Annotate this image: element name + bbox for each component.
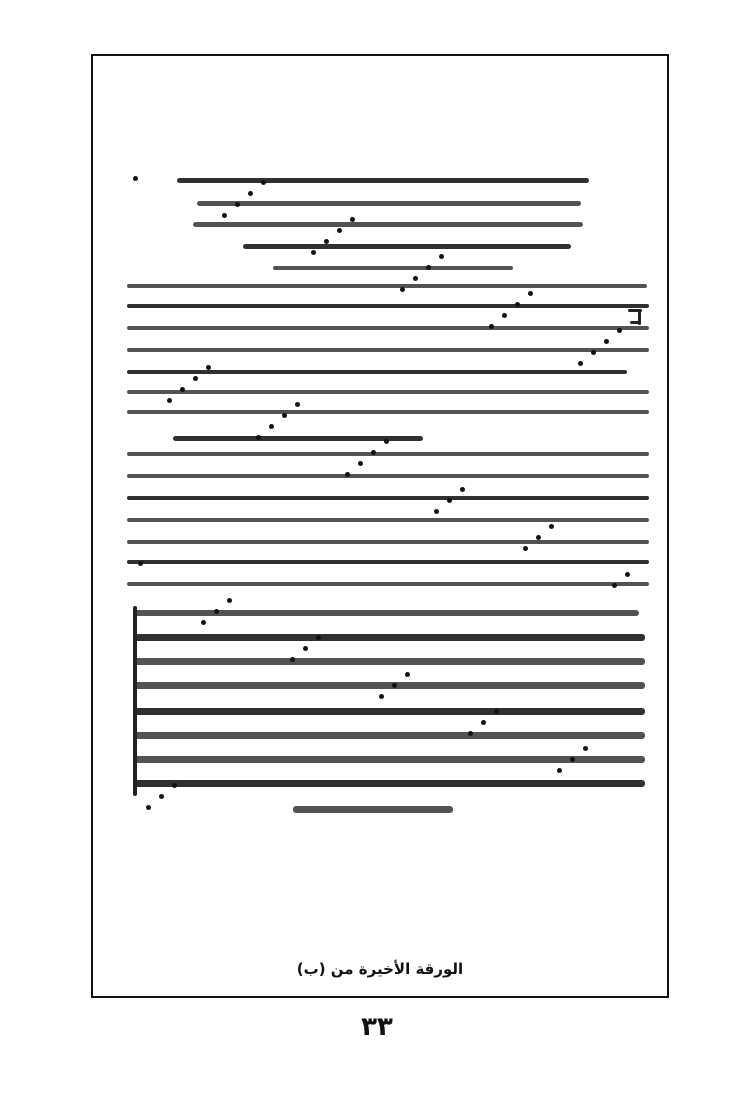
ink-dot (515, 302, 520, 307)
ink-dot (502, 313, 507, 318)
handwritten-line (133, 732, 645, 739)
ink-dot (222, 213, 227, 218)
ink-dot (358, 461, 363, 466)
handwritten-line (177, 178, 589, 183)
manuscript-frame (91, 54, 669, 998)
ink-dot (133, 176, 138, 181)
handwritten-line (127, 582, 649, 586)
ink-dot (523, 546, 528, 551)
ink-dot (201, 620, 206, 625)
ink-dot (311, 250, 316, 255)
handwritten-line (193, 222, 583, 227)
handwritten-line (133, 708, 645, 715)
ink-dot (269, 424, 274, 429)
ink-dot (345, 472, 350, 477)
ink-dot (468, 731, 473, 736)
handwritten-line (127, 540, 649, 544)
handwritten-line (133, 780, 645, 787)
ink-dot (324, 239, 329, 244)
ink-dot (439, 254, 444, 259)
ink-dot (557, 768, 562, 773)
ink-dot (413, 276, 418, 281)
ink-dot (159, 794, 164, 799)
handwritten-line (127, 326, 649, 330)
page-number: ٣٣ (361, 1012, 393, 1042)
ink-dot (591, 350, 596, 355)
handwritten-line (127, 474, 649, 478)
handwritten-line (127, 518, 649, 522)
ink-dot (536, 535, 541, 540)
ink-dot (337, 228, 342, 233)
ink-dot (180, 387, 185, 392)
ink-dot (172, 783, 177, 788)
ink-dot (625, 572, 630, 577)
handwritten-line (127, 284, 647, 288)
ink-dot (167, 398, 172, 403)
ink-dot (282, 413, 287, 418)
handwritten-line (127, 304, 649, 308)
ink-dot (460, 487, 465, 492)
ink-dot (549, 524, 554, 529)
handwritten-line (133, 658, 645, 665)
handwritten-line (197, 201, 581, 206)
handwritten-line (127, 348, 649, 352)
margin-annotation-icon (626, 305, 648, 329)
ink-dot (570, 757, 575, 762)
handwritten-line (273, 266, 513, 270)
ink-dot (494, 709, 499, 714)
ink-dot (434, 509, 439, 514)
handwritten-line (127, 370, 627, 374)
handwritten-line (293, 806, 453, 813)
ink-dot (295, 402, 300, 407)
ink-dot (227, 598, 232, 603)
handwritten-manuscript-image (93, 56, 667, 996)
handwritten-line (127, 410, 649, 414)
ink-dot (617, 328, 622, 333)
handwritten-line (133, 634, 645, 641)
ink-dot (146, 805, 151, 810)
ink-dot (612, 583, 617, 588)
ink-dot (379, 694, 384, 699)
handwritten-line (133, 756, 645, 763)
ink-dot (303, 646, 308, 651)
ink-dot (426, 265, 431, 270)
ink-dot (261, 180, 266, 185)
handwritten-line (133, 682, 645, 689)
ink-dot (248, 191, 253, 196)
handwritten-line (127, 560, 649, 564)
handwritten-line (127, 452, 649, 456)
handwritten-line (243, 244, 571, 249)
ink-dot (583, 746, 588, 751)
margin-bracket (133, 606, 137, 796)
ink-dot (316, 635, 321, 640)
ink-dot (400, 287, 405, 292)
ink-dot (578, 361, 583, 366)
ink-dot (235, 202, 240, 207)
ink-dot (350, 217, 355, 222)
ink-dot (528, 291, 533, 296)
ink-dot (489, 324, 494, 329)
ink-dot (206, 365, 211, 370)
ink-dot (604, 339, 609, 344)
ink-dot (256, 435, 261, 440)
ink-dot (392, 683, 397, 688)
handwritten-line (127, 496, 649, 500)
ink-dot (290, 657, 295, 662)
ink-dot (447, 498, 452, 503)
ink-dot (481, 720, 486, 725)
handwritten-line (133, 610, 639, 616)
ink-dot (138, 561, 143, 566)
ink-dot (405, 672, 410, 677)
ink-dot (371, 450, 376, 455)
handwritten-line (127, 390, 649, 394)
ink-dot (214, 609, 219, 614)
ink-dot (384, 439, 389, 444)
ink-dot (193, 376, 198, 381)
page-caption: الورقة الأخيرة من (ب) (296, 960, 464, 978)
